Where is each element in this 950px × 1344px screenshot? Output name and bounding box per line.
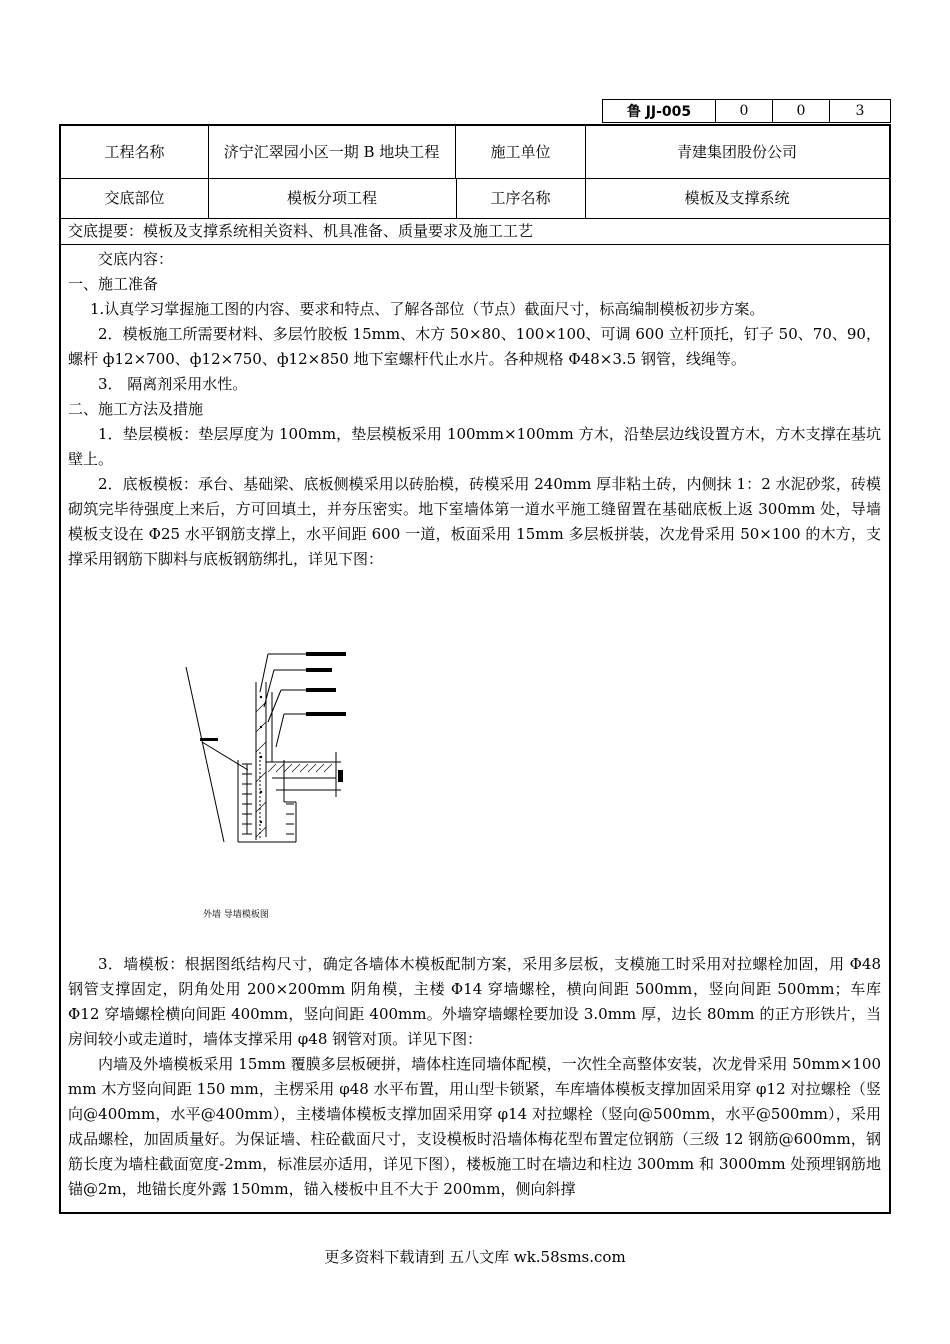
section-1-title: 一、施工准备 bbox=[68, 275, 159, 293]
process-value: 模板及支撑系统 bbox=[684, 189, 790, 207]
handover-content bbox=[68, 247, 881, 1202]
handover-form bbox=[59, 124, 891, 1214]
figure-caption: 外墙 导墙模板图 bbox=[203, 910, 269, 920]
paragraph-4: 1．垫层模板：垫层厚度为 100mm，垫层模板采用 100mm×100mm 方木，沿垫层边线设置方木，方木支撑在基坑壁上。 bbox=[68, 425, 881, 468]
handover-summary: 交底提要：模板及支撑系统相关资料、机具准备、质量要求及施工工艺 bbox=[61, 219, 889, 245]
info-row-part bbox=[61, 179, 889, 219]
paragraph-7: 内墙及外墙模板采用 15mm 覆膜多层板硬拼，墙体柱连同墙体配模，一次性全高整体安装，次龙骨采用 50mm×100 mm 木方竖向间距 150 mm，主楞采用 φ48 水平布置，用山型卡锁紧，车库墙体模板支撑加固采用穿 φ12 对拉螺栓（竖向@400mm，水平@400mm），主楼墙体模板支撑加固采用穿 φ14 对拉螺栓（竖向@500mm，水平@500mm），采用成品螺栓，加固质量好。为保证墙、柱砼截面尺寸，支设模板时沿墙体梅花型布置定位钢筋（三级 12 钢筋@600mm，钢筋长度为墙柱截面宽度-2mm，标准层亦适用，详见下图），楼板施工时在墙边和柱边 300mm 和 3000mm 处预埋钢筋地锚@2m，地锚长度外露 150mm，锚入楼板中且不大于 200mm，侧向斜撑 bbox=[68, 1055, 881, 1198]
code-digit-2: 0 bbox=[773, 100, 830, 123]
unit-label: 施工单位 bbox=[456, 126, 586, 178]
pit-slope-line bbox=[186, 667, 224, 842]
code-digit-1: 0 bbox=[716, 100, 773, 123]
part-value: 模板分项工程 bbox=[208, 179, 457, 218]
content-intro: 交底内容： bbox=[98, 250, 174, 268]
paragraph-1: 1.认真学习掌握施工图的内容、要求和特点、了解各部位（节点）截面尺寸，标高编制模板初步方案。 bbox=[90, 300, 765, 318]
code-digit-3: 3 bbox=[830, 100, 891, 123]
paragraph-5: 2．底板模板：承台、基础梁、底板侧模采用以砖胎模，砖模采用 240mm 厚非粘土砖，内侧抹 1：2 水泥砂浆，砖模砌筑完毕待强度上来后，方可回填土，并夯压密实。地下室墙体第一道水平施工缝留置在基础底板上返 300mm 处，导墙模板支设在 Φ25 水平钢筋支撑上，水平间距 600 一道，板面采用 15mm 多层板拼装，次龙骨采用 50×100 的木方，支撑采用钢筋下脚料与底板钢筋绑扎，详见下图： bbox=[68, 475, 881, 568]
paragraph-6: 3．墙模板：根据图纸结构尺寸，确定各墙体木模板配制方案，采用多层板，支模施工时采用对拉螺栓加固，用 Φ48 钢管支撑固定，阴角处用 200×200mm 阴角模，主楼 Φ14 穿墙螺栓，横向间距 500mm，竖向间距 500mm；车库 Φ12 穿墙螺栓横向间距 400mm，竖向间距 400mm。外墙穿墙螺栓要加设 3.0mm 厚，边长 80mm 的正方形铁片，当房间较小或走道时，墙体支撑采用 φ48 钢管对顶。详见下图： bbox=[68, 955, 881, 1048]
footer-link[interactable]: 更多资料下载请到 五八文库 wk.58sms.com bbox=[324, 1248, 626, 1266]
process-label: 工序名称 bbox=[456, 179, 586, 218]
guide-wall-formwork-figure bbox=[68, 572, 881, 952]
part-label: 交底部位 bbox=[61, 179, 209, 218]
paragraph-2: 2．模板施工所需要材料、多层竹胶板 15mm、木方 50×80、100×100、可调 600 立杆顶托，钉子 50、70、90，螺杆 ф12×700、ф12×750、ф12×850 地下室螺杆代止水片。各种规格 Φ48×3.5 钢管，线绳等。 bbox=[68, 325, 881, 368]
project-value: 济宁汇翠园小区一期 B 地块工程 bbox=[208, 126, 456, 178]
paragraph-3: 3． 隔离剂采用水性。 bbox=[98, 375, 248, 393]
section-2-title: 二、施工方法及措施 bbox=[68, 400, 204, 418]
document-code: 鲁 JJ-005 bbox=[603, 100, 716, 123]
project-label: 工程名称 bbox=[61, 126, 209, 178]
document-code-table bbox=[602, 99, 891, 123]
guide-wall-drawing bbox=[176, 652, 436, 902]
info-row-project bbox=[61, 126, 889, 179]
unit-value: 青建集团股份公司 bbox=[676, 142, 797, 161]
